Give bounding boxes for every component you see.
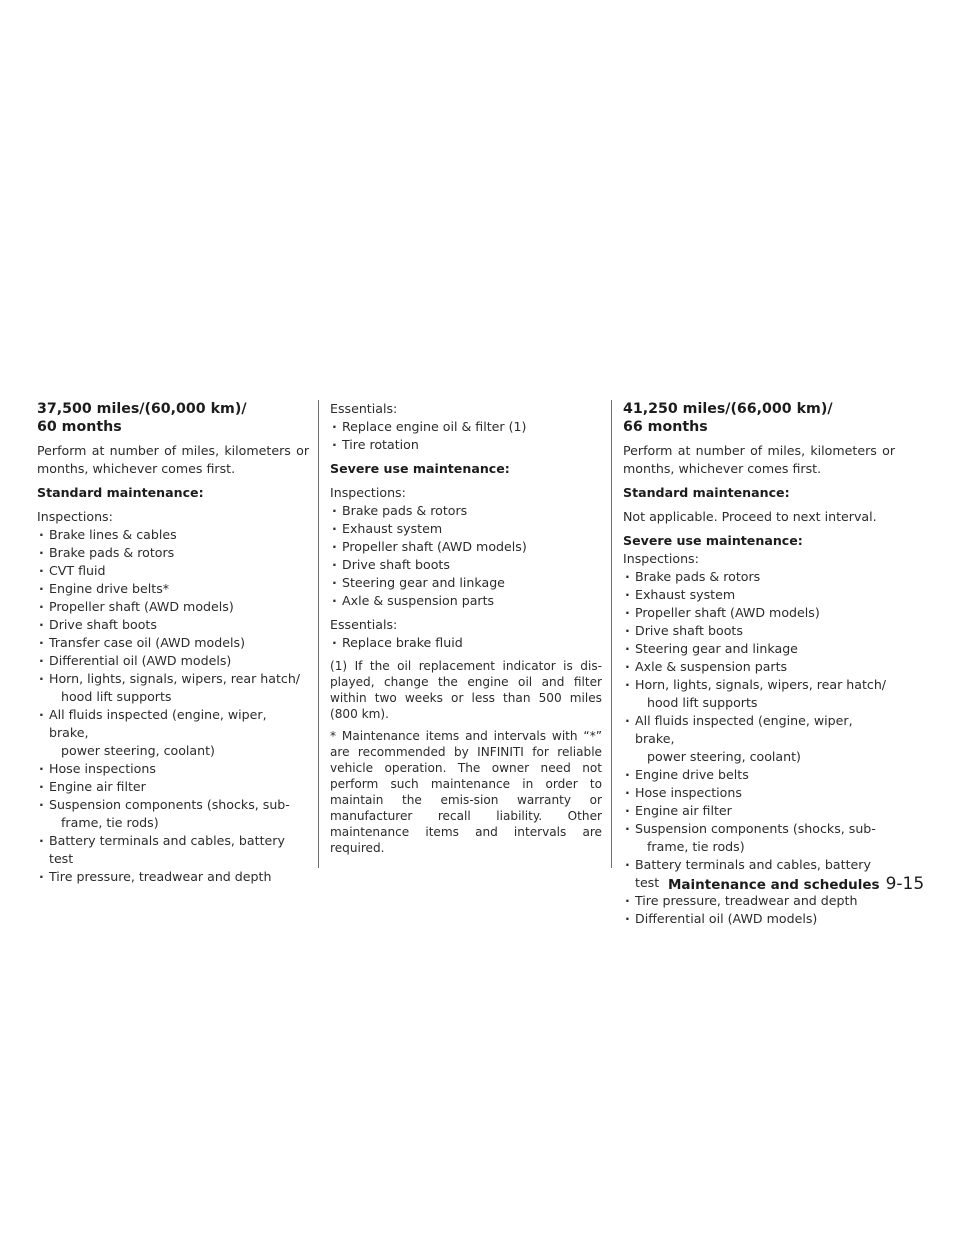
list-item [623,712,895,766]
list-item [37,616,309,634]
list-item-text: Propeller shaft (AWD models) [635,605,820,620]
standard-maintenance-heading: Standard maintenance: [37,485,204,500]
severe-use-heading: Severe use maintenance: [330,461,510,476]
list-item [330,634,602,652]
footer-section-title: Maintenance and schedules [668,877,880,893]
list-item-text: Axle & suspension parts [342,593,495,608]
footnote-oil-indicator: (1) If the oil replacement indicator is dis-played, change the engine oil and filter within two weeks or less than 500 miles (800 km). [330,659,602,721]
list-item [330,574,602,592]
intro-text: Perform at number of miles, kilometers or months, whichever comes first. [623,443,895,476]
title-line-1: 37,500 miles/(60,000 km)/ [37,401,247,417]
list-item-text: All fluids inspected (engine, wiper, brake, [635,713,853,746]
inspections-list [37,526,309,886]
column-37500-continued [330,400,602,862]
essentials-list [330,418,602,454]
list-item [623,766,895,784]
list-item-text: Suspension components (shocks, sub- [49,797,290,812]
inspections-list [330,502,602,610]
list-item [623,622,895,640]
title-line-2: 60 months [37,419,122,435]
list-item-text: Exhaust system [635,587,736,602]
list-item [330,436,602,454]
list-item [623,568,895,586]
list-item [623,676,895,712]
list-item-text: Propeller shaft (AWD models) [49,599,234,614]
list-item [623,658,895,676]
list-item-text: CVT fluid [49,563,106,578]
title-line-1: 41,250 miles/(66,000 km)/ [623,401,833,417]
list-item-text: Engine drive belts [635,767,749,782]
list-item-text: Drive shaft boots [635,623,743,638]
list-item [623,910,895,928]
list-item-continuation: hood lift supports [647,695,758,710]
list-item [330,556,602,574]
title-line-2: 66 months [623,419,708,435]
list-item [330,520,602,538]
list-item-continuation: power steering, coolant) [61,743,215,758]
list-item [37,652,309,670]
list-item-text: Steering gear and linkage [635,641,798,656]
essentials-label: Essentials: [330,617,398,632]
list-item-text: Horn, lights, signals, wipers, rear hatch/ [635,677,887,692]
list-item [330,592,602,610]
list-item-text: Replace engine oil & filter (1) [342,419,527,434]
list-item-text: Drive shaft boots [342,557,450,572]
list-item [623,640,895,658]
inspections-label: Inspections: [330,485,406,500]
list-item-text: Horn, lights, signals, wipers, rear hatch/ [49,671,301,686]
list-item-text: Propeller shaft (AWD models) [342,539,527,554]
list-item [37,832,309,868]
list-item [37,526,309,544]
list-item [623,820,895,856]
list-item-continuation: frame, tie rods) [61,815,159,830]
list-item-text: Axle & suspension parts [635,659,788,674]
column-divider [611,400,612,868]
list-item [37,598,309,616]
list-item [37,706,309,760]
list-item [37,778,309,796]
list-item-continuation: frame, tie rods) [647,839,745,854]
list-item-text: Tire pressure, treadwear and depth [635,893,858,908]
list-item [37,562,309,580]
list-item [330,502,602,520]
list-item [37,670,309,706]
list-item-text: Engine air filter [635,803,732,818]
list-item-text: All fluids inspected (engine, wiper, brake, [49,707,267,740]
list-item [623,604,895,622]
list-item-text: Brake pads & rotors [342,503,468,518]
list-item-text: Brake pads & rotors [49,545,175,560]
list-item [37,544,309,562]
page-footer [668,873,924,896]
section-title-41250 [623,400,895,436]
column-41250-miles [623,400,895,934]
list-item-text: Drive shaft boots [49,617,157,632]
list-item [37,760,309,778]
list-item [330,538,602,556]
list-item-text: Differential oil (AWD models) [635,911,818,926]
list-item-text: Tire pressure, treadwear and depth [49,869,272,884]
essentials-list [330,634,602,652]
intro-text: Perform at number of miles, kilometers or months, whichever comes first. [37,443,309,476]
list-item-text: Hose inspections [49,761,156,776]
inspections-label: Inspections: [623,551,699,566]
list-item-text: Engine drive belts* [49,581,170,596]
standard-maintenance-heading: Standard maintenance: [623,485,790,500]
list-item [623,802,895,820]
list-item-text: Steering gear and linkage [342,575,505,590]
list-item [37,796,309,832]
footnote-asterisk: * Maintenance items and intervals with “*” are recommended by INFINITI for reliable vehicle operation. The owner need not perform such maintenance in order to maintain the emis-sion warranty or manufacturer recall liability. Other maintenance items and intervals are required. [330,729,602,855]
list-item [330,418,602,436]
list-item-text: Hose inspections [635,785,742,800]
list-item-continuation: hood lift supports [61,689,172,704]
column-divider [318,400,319,868]
list-item-continuation: power steering, coolant) [647,749,801,764]
list-item [37,868,309,886]
list-item-text: Battery terminals and cables, battery test [635,857,871,890]
standard-maintenance-text: Not applicable. Proceed to next interval. [623,509,877,524]
list-item-text: Transfer case oil (AWD models) [49,635,245,650]
section-title-37500 [37,400,309,436]
list-item-text: Exhaust system [342,521,443,536]
list-item-text: Tire rotation [342,437,419,452]
list-item [37,580,309,598]
list-item-text: Suspension components (shocks, sub- [635,821,876,836]
list-item [623,586,895,604]
page-number: 9-15 [885,874,925,894]
severe-use-heading: Severe use maintenance: [623,533,803,548]
list-item-text: Brake lines & cables [49,527,177,542]
list-item-text: Differential oil (AWD models) [49,653,232,668]
list-item-text: Replace brake fluid [342,635,463,650]
list-item-text: Engine air filter [49,779,146,794]
column-37500-miles [37,400,309,892]
list-item-text: Brake pads & rotors [635,569,761,584]
inspections-label: Inspections: [37,509,113,524]
list-item-text: Battery terminals and cables, battery test [49,833,285,866]
list-item [37,634,309,652]
list-item [623,784,895,802]
essentials-label: Essentials: [330,401,398,416]
